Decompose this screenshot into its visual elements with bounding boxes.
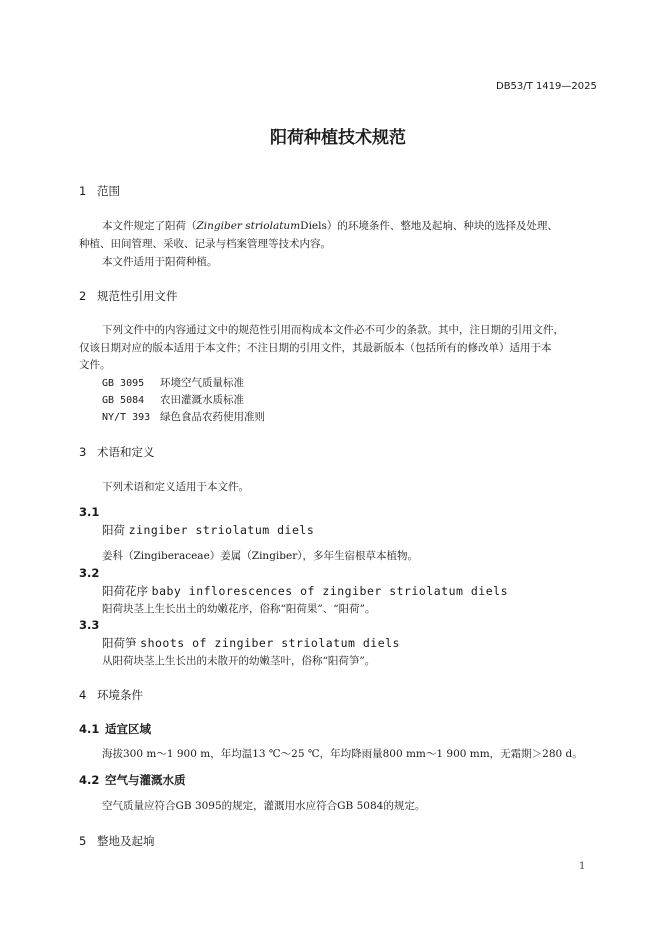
term-number: 3.2 — [79, 566, 100, 580]
section-2-paragraph-line-1: 下列文件中的内容通过文中的规范性引用而构成本文件必不可少的条款。其中，注日期的引用文件， — [102, 324, 564, 336]
subsection-4-1-text: 海拔300 m～1 900 m，年均温13 ℃～25 ℃，年均降雨量800 mm～1 900 mm，无霜期＞280 d。 — [102, 748, 583, 760]
section-2-paragraph-line-2: 仅该日期对应的版本适用于本文件；不注日期的引用文件，其最新版本（包括所有的修改单）适用于本 — [79, 342, 552, 354]
term-chinese: 阳荷笋 — [102, 636, 137, 650]
section-number: 1 — [79, 184, 87, 198]
term-heading — [102, 583, 508, 599]
section-5-heading — [79, 833, 155, 849]
section-title: 整地及起垧 — [97, 834, 155, 848]
subsection-title: 空气与灌溉水质 — [105, 773, 186, 787]
subsection-title: 适宜区域 — [105, 722, 151, 736]
section-number: 5 — [79, 834, 87, 848]
reference-code: GB 3095 — [102, 378, 145, 389]
subsection-4-2-heading — [79, 772, 186, 788]
section-1-heading — [79, 183, 120, 199]
subsection-4-2-text: 空气质量应符合GB 3095的规定，灌溉用水应符合GB 5084的规定。 — [102, 800, 426, 812]
term-chinese: 阳荷 — [102, 523, 125, 537]
term-heading — [102, 635, 400, 651]
section-number: 4 — [79, 688, 87, 702]
reference-item — [102, 409, 265, 424]
reference-item — [102, 392, 244, 407]
term-english: baby inflorescences of zingiber striolatum diels — [151, 584, 508, 598]
section-1-paragraph-2: 本文件适用于阳荷种植。 — [102, 256, 218, 268]
reference-code: GB 5084 — [102, 395, 145, 406]
section-number: 3 — [79, 445, 87, 459]
term-english: shoots of zingiber striolatum diels — [140, 636, 400, 650]
reference-name: 绿色食品农药使用准则 — [160, 411, 265, 423]
term-number: 3.3 — [79, 618, 100, 632]
subsection-number: 4.2 — [79, 773, 100, 787]
section-3-intro: 下列术语和定义适用于本文件。 — [102, 481, 249, 493]
document-title: 阳荷种植技术规范 — [270, 128, 406, 148]
term-heading — [102, 522, 314, 538]
section-number: 2 — [79, 289, 87, 303]
reference-code: NY/T 393 — [102, 412, 151, 423]
section-1-paragraph-1-line-2: 种植、田间管理、采收、记录与档案管理等技术内容。 — [79, 238, 331, 250]
text-run: Diels）的环境条件、整地及起垧、种块的选择及处理、 — [300, 220, 558, 232]
section-title: 环境条件 — [97, 688, 143, 702]
section-title: 范围 — [97, 184, 120, 198]
term-english: zingiber striolatum diels — [128, 523, 315, 537]
term-definition: 阳荷块茎上生长出土的幼嫩花序，俗称“阳荷果”、“阳荷”。 — [102, 603, 376, 615]
subsection-number: 4.1 — [79, 722, 100, 736]
reference-name: 环境空气质量标准 — [160, 377, 244, 389]
reference-name: 农田灌溉水质标准 — [160, 394, 244, 406]
term-number: 3.1 — [79, 505, 100, 519]
term-chinese: 阳荷花序 — [102, 584, 148, 598]
text-run: 本文件规定了阳荷（ — [102, 220, 197, 232]
section-2-paragraph-line-3: 文件。 — [79, 359, 111, 371]
section-4-heading — [79, 687, 143, 703]
page-number: 1 — [579, 861, 586, 872]
section-2-heading — [79, 288, 178, 304]
term-definition: 从阳荷块茎上生长出的未散开的幼嫩茎叶，俗称“阳荷笋”。 — [102, 655, 376, 667]
reference-item — [102, 375, 244, 390]
latin-species-name: Zingiber striolatum — [196, 220, 301, 232]
section-title: 术语和定义 — [97, 445, 155, 459]
subsection-4-1-heading — [79, 721, 151, 737]
document-code: DB53/T 1419—2025 — [496, 81, 597, 92]
term-definition: 姜科（Zingiberaceae）姜属（Zingiber），多年生宿根草本植物。 — [102, 550, 418, 562]
section-title: 规范性引用文件 — [97, 289, 178, 303]
section-3-heading — [79, 444, 155, 460]
section-1-paragraph-1-line-1 — [102, 218, 558, 233]
